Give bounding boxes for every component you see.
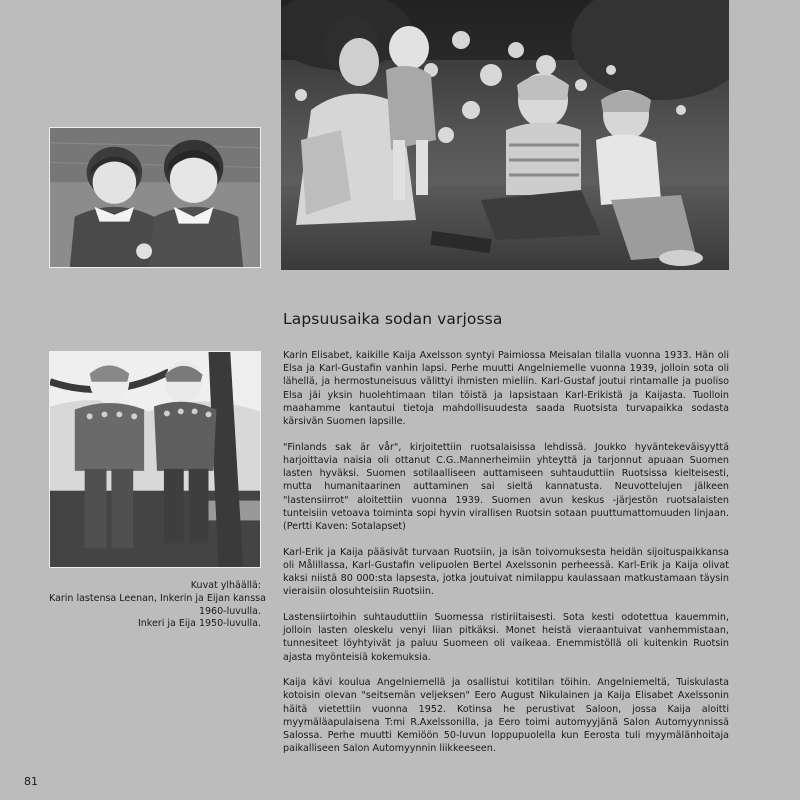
article-body	[283, 349, 729, 768]
article-paragraph: "Finlands sak är vår", kirjoitettiin ruotsalaisissa lehdissä. Joukko hyväntekeväisyyttä harjoittavia naisia oli ottanut C.G..Mannerheimiin yhteyttä ja tarjonnut apuaan Suomen lasten hyväksi. Suomen sotilaalliseen auttamiseen suhtauduttiin Ruotsissa kielteisesti, mutta humanitaarinen auttaminen sai sieltä kannatusta. Neuvottelujen jälkeen "lastensiirrot" aloitettiin vuonna 1939. Suomen avun keskus -järjestön ruotsalaisten tunteisiin vetoava toiminta sopi hyvin virallisen Ruotsin sotaan puuttumattomuuden linjaan. (Pertti Kaven: Sotalapset)	[283, 441, 729, 532]
photo-two-girls-on-sofa	[49, 127, 261, 268]
article-paragraph: Karin Elisabet, kaikille Kaija Axelsson syntyi Paimiossa Meisalan tilalla vuonna 1933. Hän oli Elsa ja Karl-Gustafin vanhin lapsi. Perhe muutti Angelniemelle vuonna 1939, jolloin sota oli lähellä, ja hermostuneisuus välittyi ihmisten mieliin. Karl-Gustaf joutui rintamalle ja puoliso Elsa jäi yksin huolehtimaan tilan töistä ja lapsistaan Karl-Erikistä ja Kaijasta. Tuolloin maahamme kantautui tietoja mahdollisuudesta saada Ruotsista turvapaikka sodasta kärsivän Suomen lapsille.	[283, 350, 729, 428]
article-paragraph: Lastensiirtoihin suhtauduttiin Suomessa ristiriitaisesti. Sota kesti odotettua kauemmin, jolloin lasten oleskelu venyi liian pitkäksi. Monet heistä vieraantuivat vanhemmistaan, tunnesiteet löyhtyivät ja paluu Suomeen oli vaikeaa. Enemmistöllä oli kuitenkin Ruotsin ajasta myönteisiä kokemuksia.	[283, 611, 729, 663]
caption-line: Karin lastensa Leenan, Inkerin ja Eijan kanssa	[49, 592, 266, 604]
article-paragraph: Karl-Erik ja Kaija pääsivät turvaan Ruotsiin, ja isän toivomuksesta heidän sijoituspaikkansa oli Målillassa, Karl-Gustafin velipuolen Bertel Axelssonin perheessä. Karl-Erik ja Kaija olivat kaksi niistä 80 000:sta lapsesta, jotka joutuivat nimilappu kaulassaan matkustamaan täysin vieraisiin olosuhteisiin Ruotsiin.	[283, 546, 729, 598]
article-paragraph: Kaija kävi koulua Angelniemellä ja osallistui kotitilan töihin. Angelniemeltä, Tuiskulasta kotoisin olevan "seitsemän veljeksen" Eero August Nikulainen ja Kaija Elisabet Axelssonin häitä vietettiin vuonna 1952. Kotinsa he perustivat Saloon, jossa Kaija aloitti myymäläapulaisena T:mi R.Axelssonilla, ja Eero toimi automyyjänä Salon Automyynnissä Salossa. Perhe muutti Kemiöön 50-luvun loppupuolella kun Eerosta tuli myymälänhoitaja paikalliseen Salon Automyynnin liikkeeseen.	[283, 677, 729, 755]
page-number: 81	[24, 775, 38, 788]
caption-line: Kuvat ylhäällä:	[190, 580, 261, 591]
caption-line: Inkeri ja Eija 1950-luvulla.	[137, 618, 261, 630]
article-title: Lapsuusaika sodan varjossa	[283, 310, 503, 328]
caption-line: 1960-luvulla.	[198, 605, 261, 617]
photo-caption	[49, 580, 266, 631]
photo-children-by-tree	[49, 351, 261, 568]
photo-mother-with-children	[281, 0, 729, 270]
